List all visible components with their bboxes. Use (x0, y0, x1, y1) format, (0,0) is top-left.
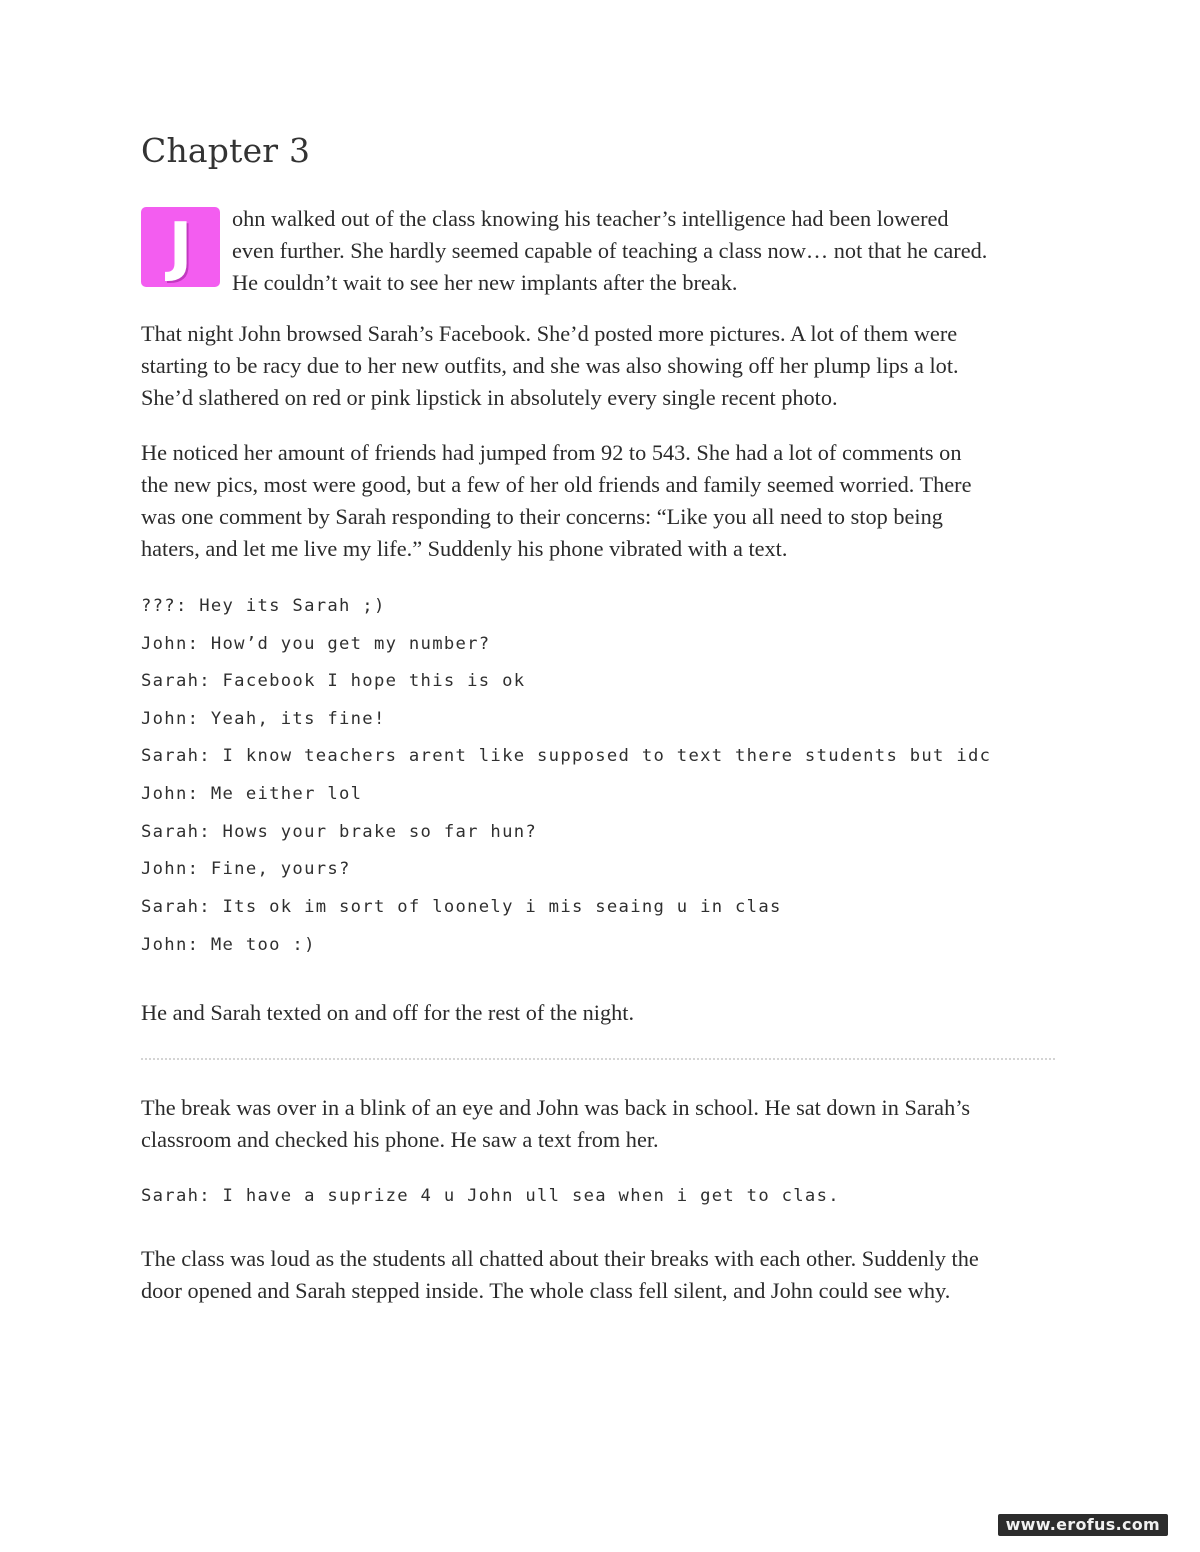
paragraph-line: The break was over in a blink of an eye and John was back in school. He sat down in Sarah’s (141, 1095, 971, 1120)
paragraph-friends (141, 437, 1061, 565)
paragraph-line: door opened and Sarah stepped inside. The whole class fell silent, and John could see why. (141, 1278, 951, 1303)
chapter-title: Chapter 3 (141, 131, 311, 170)
intro-line: He couldn’t wait to see her new implants after the break. (232, 270, 738, 295)
text-message: ???: Hey its Sarah ;) (141, 596, 386, 616)
text-message: Sarah: Its ok im sort of loonely i mis seaing u in clas (141, 897, 782, 917)
paragraph-line: starting to be racy due to her new outfits, and she was also showing off her plump lips a lot. (141, 353, 959, 378)
paragraph-after-texts (141, 997, 1061, 1029)
paragraph-line: classroom and checked his phone. He saw a text from her. (141, 1127, 659, 1152)
text-message: Sarah: Hows your brake so far hun? (141, 822, 538, 842)
text-message: Sarah: I know teachers arent like supposed to text there students but idc (141, 746, 992, 766)
text-message: John: Yeah, its fine! (141, 709, 386, 729)
intro-line: even further. She hardly seemed capable of teaching a class now… not that he cared. (232, 238, 988, 263)
text-message: John: Fine, yours? (141, 859, 351, 879)
paragraph-line: That night John browsed Sarah’s Facebook. She’d posted more pictures. A lot of them were (141, 321, 958, 346)
text-message: Sarah: Facebook I hope this is ok (141, 671, 526, 691)
paragraph-line: The class was loud as the students all chatted about their breaks with each other. Suddenly the (141, 1246, 979, 1271)
section-divider (141, 1058, 1055, 1060)
paragraph-line: the new pics, most were good, but a few of her old friends and family seemed worried. There (141, 472, 972, 497)
text-message: John: Me too :) (141, 935, 316, 955)
text-message: John: How’d you get my number? (141, 634, 491, 654)
paragraph-line: He noticed her amount of friends had jumped from 92 to 543. She had a lot of comments on (141, 440, 962, 465)
text-message: John: Me either lol (141, 784, 363, 804)
paragraph-line: She’d slathered on red or pink lipstick in absolutely every single recent photo. (141, 385, 838, 410)
text-message: Sarah: I have a suprize 4 u John ull sea when i get to clas. (141, 1186, 840, 1206)
site-watermark: www.erofus.com (998, 1514, 1168, 1536)
paragraph-break-over (141, 1092, 1061, 1156)
paragraph-facebook (141, 318, 1061, 414)
intro-line: ohn walked out of the class knowing his teacher’s intelligence had been lowered (232, 206, 949, 231)
drop-cap-letter: J (141, 207, 220, 287)
paragraph-class-loud (141, 1243, 1061, 1307)
paragraph-line: was one comment by Sarah responding to their concerns: “Like you all need to stop being (141, 504, 943, 529)
paragraph-line: He and Sarah texted on and off for the rest of the night. (141, 1000, 635, 1025)
paragraph-line: haters, and let me live my life.” Suddenly his phone vibrated with a text. (141, 536, 788, 561)
